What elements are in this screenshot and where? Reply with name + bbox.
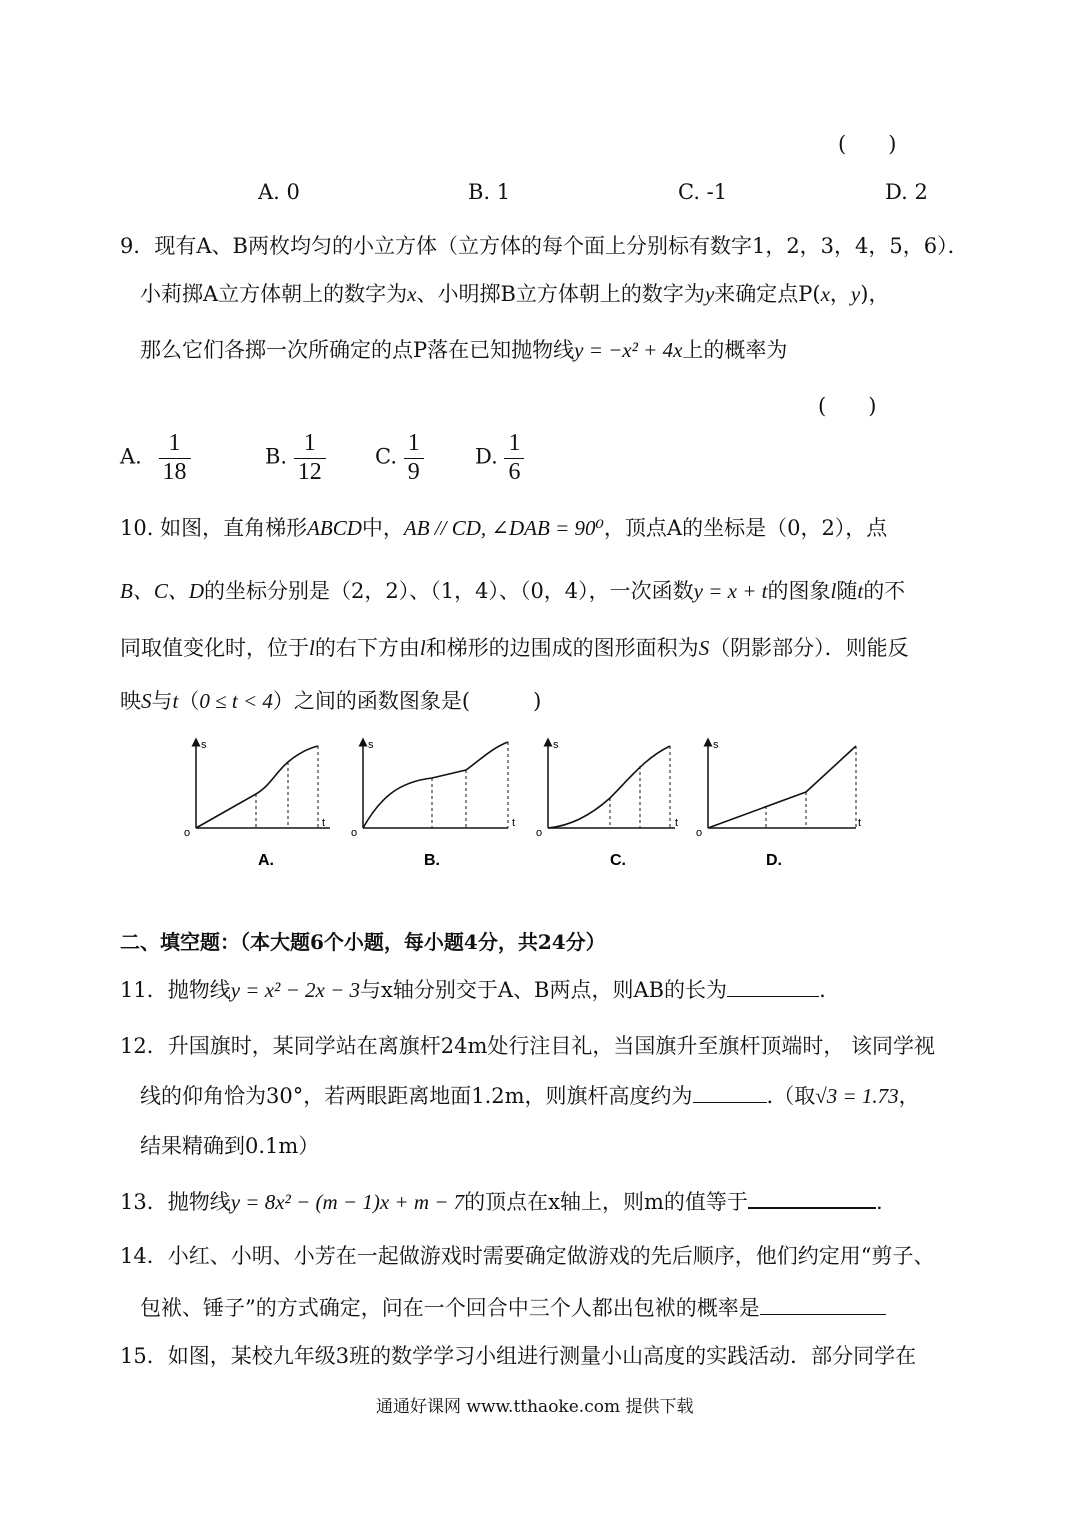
q9-answer-bracket: ( ) xyxy=(818,394,877,418)
q12-line3: 结果精确到0.1m） xyxy=(140,1134,320,1158)
graph-a-origin: o xyxy=(184,827,191,839)
q11: 11．抛物线y = x² − 2x − 3与x轴分别交于A、B两点，则AB的长为 . xyxy=(120,978,826,1002)
graph-a-label: A. xyxy=(258,852,274,869)
graph-c-label: C. xyxy=(610,852,626,869)
graph-b-x-label: t xyxy=(512,817,516,829)
q13: 13．抛物线y = 8x² − (m − 1)x + m − 7的顶点在x轴上，则m的值等于 . xyxy=(120,1190,883,1214)
graph-d-origin: o xyxy=(696,827,703,839)
q10-line1: 10. 如图，直角梯形ABCD中，AB // CD, ∠DAB = 90⁰，顶点A的坐标是（0，2），点 xyxy=(120,516,888,540)
q8-option-d: D. 2 xyxy=(885,180,928,204)
q10-line2: B、C、D的坐标分别是（2，2）、（1，4）、（0，4），一次函数y = x + t的图象l随t的不 xyxy=(120,579,906,603)
q9-line1: 9．现有A、B两枚均匀的小立方体（立方体的每个面上分别标有数字1，2，3，4，5，6）． xyxy=(120,234,969,258)
q10-line4: 映S与t（0 ≤ t < 4）之间的函数图象是( ) xyxy=(120,689,542,713)
q9-option-d: D. $\frac{1}{6}$ xyxy=(475,430,524,486)
q13-answer-blank xyxy=(748,1207,876,1209)
graph-b-y-label: s xyxy=(368,739,374,751)
graph-c-y-label: s xyxy=(553,739,559,751)
graph-d-y-label: s xyxy=(713,739,719,751)
q12-line2: 线的仰角恰为30°，若两眼距离地面1.2m，则旗杆高度约为 .（取√3 = 1.73， xyxy=(140,1084,920,1108)
graph-c-x-label: t xyxy=(675,817,679,829)
graph-c xyxy=(536,739,678,869)
section-2-heading: 二、填空题：（本大题6个小题，每小题4分，共24分） xyxy=(120,930,606,954)
q8-option-a: A. 0 xyxy=(258,180,300,204)
graph-a-y-label: s xyxy=(201,739,207,751)
q14-answer-blank xyxy=(760,1314,886,1315)
q14-line1: 14．小红、小明、小芳在一起做游戏时需要确定做游戏的先后顺序，他们约定用“剪子、 xyxy=(120,1244,935,1268)
q11-answer-blank xyxy=(727,996,819,997)
graph-a-x-label: t xyxy=(322,817,326,829)
graph-d-label: D. xyxy=(766,852,782,869)
q12-answer-blank xyxy=(693,1102,767,1103)
q9-option-b: B. $\frac{1}{12}$ xyxy=(265,430,326,486)
q9-line2: 小莉掷A立方体朝上的数字为x、小明掷B立方体朝上的数字为y来确定点P(x，y)， xyxy=(140,282,890,306)
q15-line1: 15．如图，某校九年级3班的数学学习小组进行测量小山高度的实践活动．部分同学在 xyxy=(120,1344,917,1368)
q9-option-a: A. $\frac{1}{18}$ xyxy=(120,430,191,486)
q14-line2: 包袱、锤子”的方式确定，问在一个回合中三个人都出包袱的概率是 xyxy=(140,1292,886,1322)
graph-c-origin: o xyxy=(536,827,543,839)
q8-option-c: C. -1 xyxy=(678,180,728,204)
graph-d-x-label: t xyxy=(858,817,862,829)
footer-text: 通通好课网 www.tthaoke.com 提供下载 xyxy=(376,1397,694,1417)
graph-b xyxy=(351,739,515,869)
q8-option-b: B. 1 xyxy=(468,180,511,204)
q9-line3: 那么它们各掷一次所确定的点P落在已知抛物线y = −x² + 4x上的概率为 xyxy=(140,338,788,362)
q12-line1: 12．升国旗时，某同学站在离旗杆24m处行注目礼，当国旗升至旗杆顶端时， 该同学视 xyxy=(120,1034,936,1058)
q10-graphs xyxy=(170,730,890,880)
q8-answer-bracket: ( ) xyxy=(838,132,897,156)
graph-b-label: B. xyxy=(424,852,440,869)
graph-a xyxy=(184,739,330,869)
graph-a-curve xyxy=(196,746,318,828)
graph-b-origin: o xyxy=(351,827,358,839)
graph-d xyxy=(696,739,861,869)
q9-option-c: C. $\frac{1}{9}$ xyxy=(375,430,424,486)
q10-line3: 同取值变化时，位于l的右下方由l和梯形的边围成的图形面积为S（阴影部分）．则能反 xyxy=(120,636,909,660)
